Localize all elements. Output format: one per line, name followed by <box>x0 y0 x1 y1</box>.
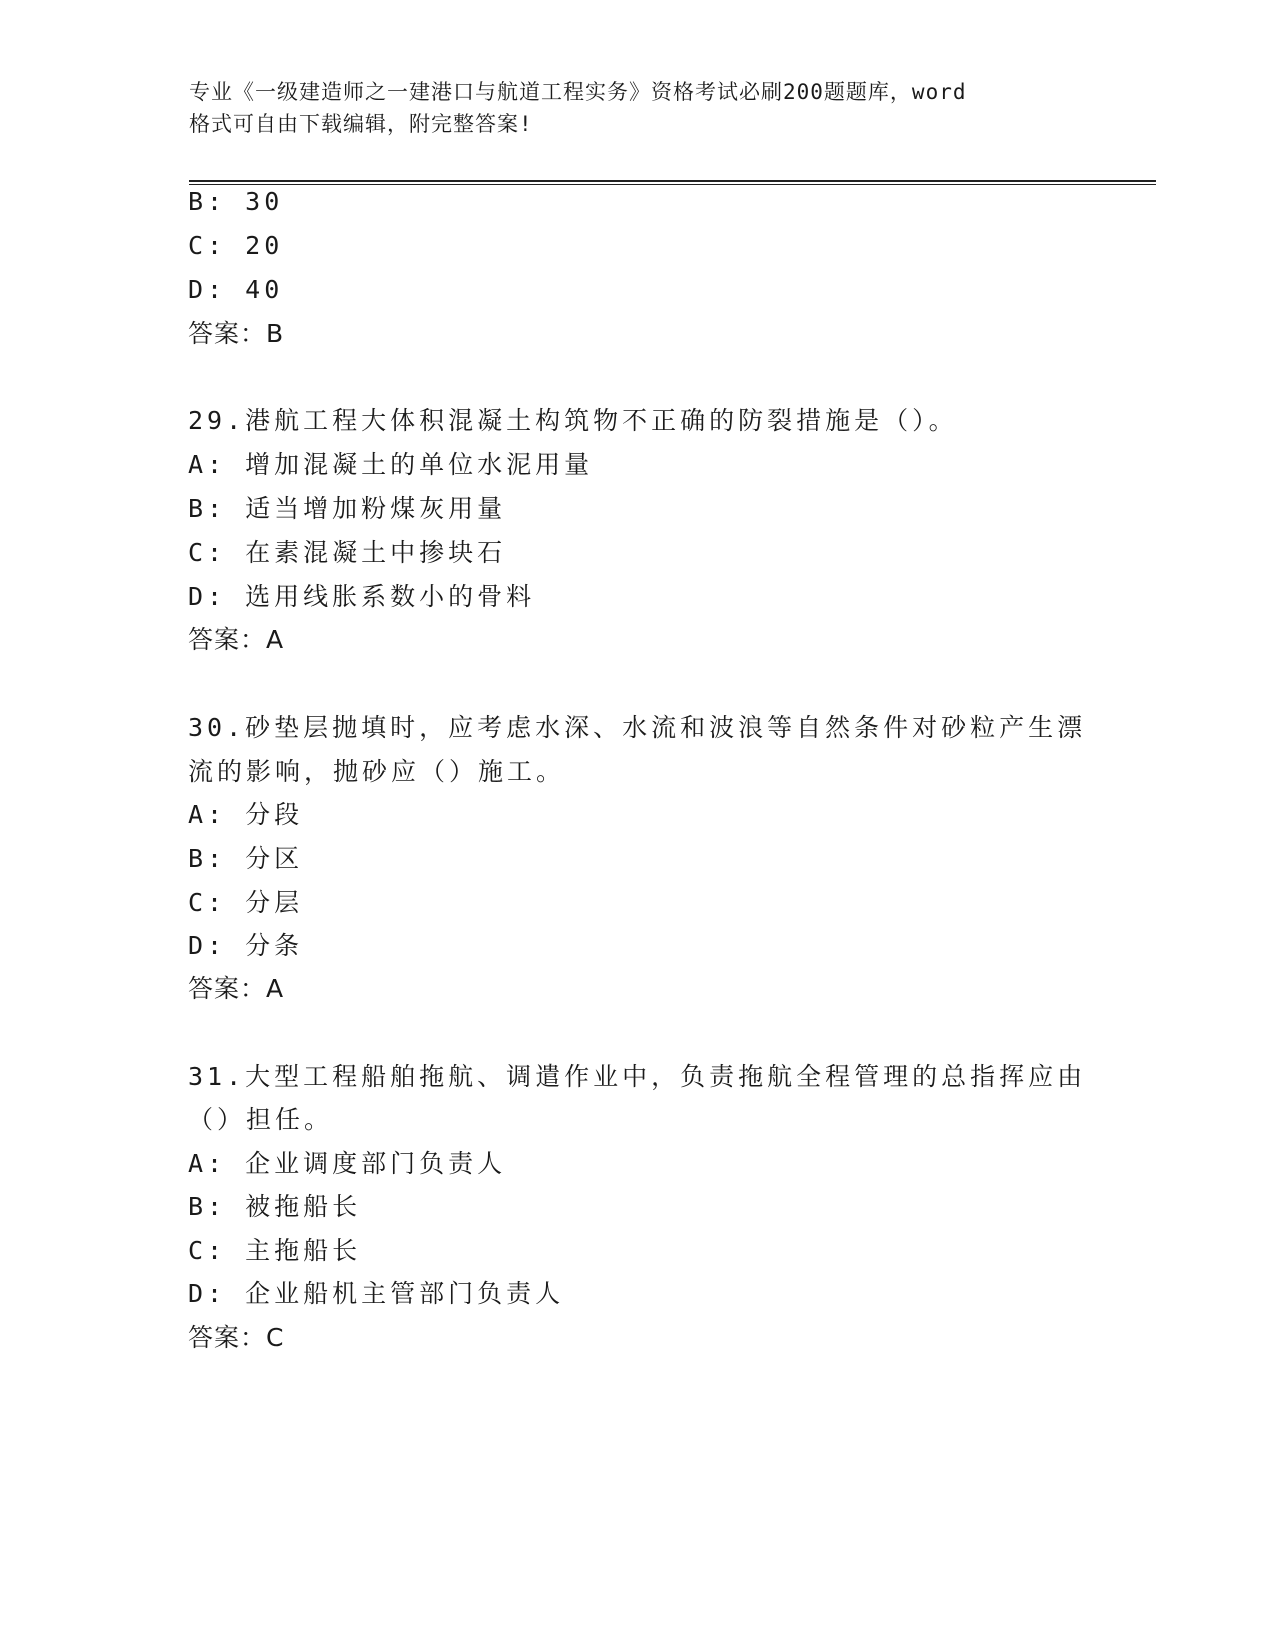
header-divider <box>189 180 1156 185</box>
q30-answer: 答案：A <box>188 974 285 1003</box>
q30-option-c: C: 分层 <box>188 888 304 917</box>
q28-option-b: B: 30 <box>188 187 284 216</box>
q29-question: 29.港航工程大体积混凝土构筑物不正确的防裂措施是（）。 <box>188 406 958 435</box>
header-line-2: 格式可自由下载编辑，附完整答案! <box>189 112 533 136</box>
q30-question-line-1: 30.砂垫层抛填时，应考虑水深、水流和波浪等自然条件对砂粒产生漂 <box>188 713 1087 742</box>
q30-question-line-2: 流的影响，抛砂应（）施工。 <box>188 757 566 786</box>
q30-option-d: D: 分条 <box>188 931 304 960</box>
q30-option-a: A: 分段 <box>188 800 304 829</box>
q29-option-b: B: 适当增加粉煤灰用量 <box>188 494 507 523</box>
q28-option-c: C: 20 <box>188 231 284 260</box>
q28-option-d: D: 40 <box>188 275 284 304</box>
q31-option-d: D: 企业船机主管部门负责人 <box>188 1279 565 1308</box>
header-line-1: 专业《一级建造师之一建港口与航道工程实务》资格考试必刷200题题库，word <box>189 80 967 104</box>
q29-option-d: D: 选用线胀系数小的骨料 <box>188 582 536 611</box>
q29-option-c: C: 在素混凝土中掺块石 <box>188 538 507 567</box>
document-header <box>189 76 1069 140</box>
q30-option-b: B: 分区 <box>188 844 304 873</box>
q31-question-line-2: （）担任。 <box>188 1105 334 1134</box>
q29-answer: 答案：A <box>188 625 285 654</box>
q31-question-line-1: 31.大型工程船舶拖航、调遣作业中，负责拖航全程管理的总指挥应由 <box>188 1062 1087 1091</box>
q31-option-c: C: 主拖船长 <box>188 1236 362 1265</box>
q28-answer: 答案：B <box>188 319 285 348</box>
q31-option-a: A: 企业调度部门负责人 <box>188 1149 507 1178</box>
q31-answer: 答案：C <box>188 1323 285 1352</box>
q31-option-b: B: 被拖船长 <box>188 1192 362 1221</box>
q29-option-a: A: 增加混凝土的单位水泥用量 <box>188 450 594 479</box>
